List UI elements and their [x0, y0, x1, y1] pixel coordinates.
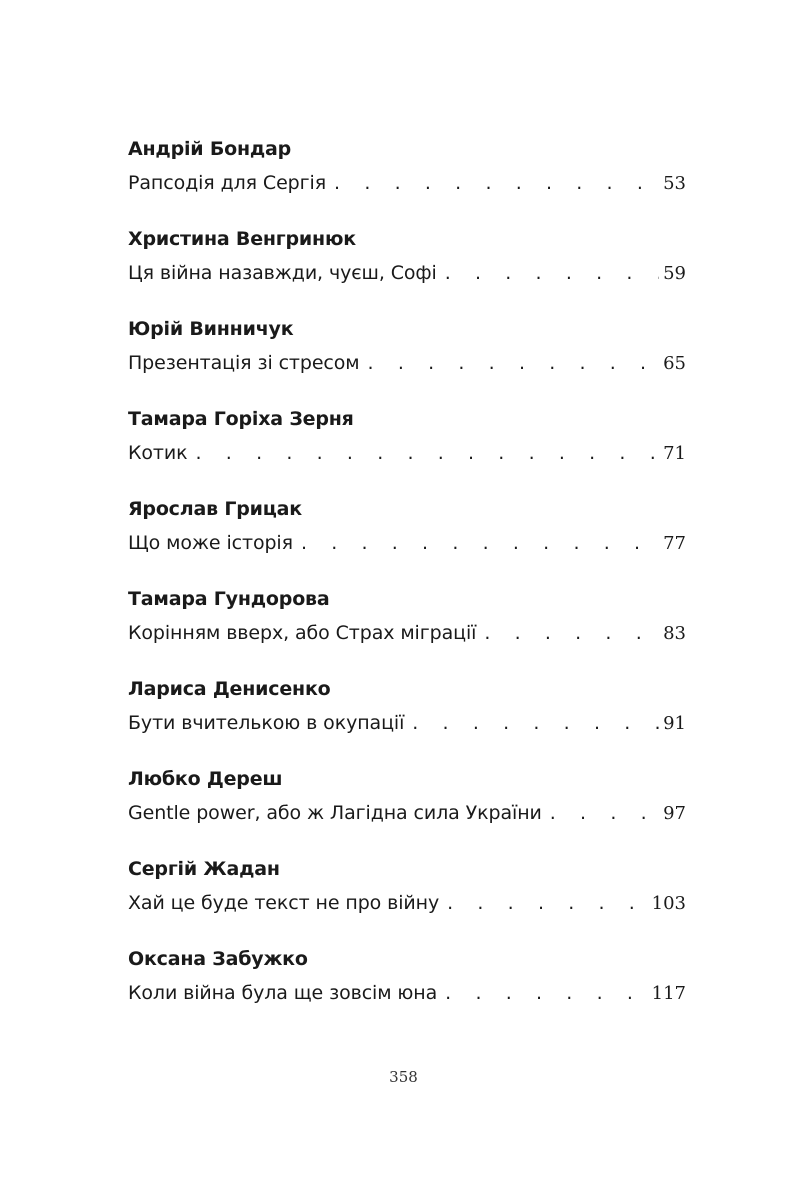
toc-entry: [128, 496, 686, 586]
entry-line[interactable]: [128, 529, 686, 557]
toc-entry: [128, 406, 686, 496]
entry-page-number: 97: [663, 803, 686, 824]
entry-title: Ця війна назавжди, чуєш, Софі: [128, 262, 437, 284]
entry-page-number: 65: [663, 353, 686, 374]
dot-leader: [334, 169, 659, 197]
entry-page-number: 83: [663, 623, 686, 644]
entry-author: Тамара Горіха Зерня: [128, 408, 354, 430]
entry-line[interactable]: [128, 979, 686, 1007]
table-of-contents: [128, 136, 686, 1036]
entry-line[interactable]: [128, 619, 686, 647]
entry-page-number: 59: [663, 263, 686, 284]
toc-entry: [128, 766, 686, 856]
dot-leader: [447, 889, 648, 917]
toc-entry: [128, 946, 686, 1036]
entry-line[interactable]: [128, 439, 686, 467]
entry-author: Андрій Бондар: [128, 138, 292, 160]
entry-title: Коли війна була ще зовсім юна: [128, 982, 438, 1004]
entry-page-number: 103: [651, 893, 686, 914]
dot-leader: [412, 709, 659, 737]
entry-line[interactable]: [128, 709, 686, 737]
entry-title: Хай це буде текст не про війну: [128, 892, 440, 914]
entry-title: Gentle power, або ж Лагідна сила України: [128, 802, 542, 824]
entry-author: Сергій Жадан: [128, 858, 280, 880]
dot-leader: [445, 979, 647, 1007]
dot-leader: [301, 529, 659, 557]
entry-page-number: 117: [651, 983, 686, 1004]
entry-title: Корінням вверх, або Страх міграції: [128, 622, 477, 644]
entry-page-number: 77: [663, 533, 686, 554]
entry-page-number: 53: [663, 173, 686, 194]
entry-page-number: 91: [663, 713, 686, 734]
entry-author: Юрій Винничук: [128, 318, 294, 340]
entry-line[interactable]: [128, 889, 686, 917]
dot-leader: [368, 349, 660, 377]
entry-author: Лариса Денисенко: [128, 678, 331, 700]
toc-entry: [128, 856, 686, 946]
entry-title: Рапсодія для Сергія: [128, 172, 327, 194]
dot-leader: [445, 259, 659, 287]
entry-line[interactable]: [128, 349, 686, 377]
entry-author: Любко Дереш: [128, 768, 283, 790]
dot-leader: [484, 619, 659, 647]
toc-entry: [128, 316, 686, 406]
entry-title: Що може історія: [128, 532, 293, 554]
entry-title: Презентація зі стресом: [128, 352, 360, 374]
page-number-folio: 358: [389, 1068, 418, 1086]
entry-author: Тамара Гундорова: [128, 588, 330, 610]
dot-leader: [196, 439, 660, 467]
toc-entry: [128, 136, 686, 226]
toc-entry: [128, 586, 686, 676]
entry-line[interactable]: [128, 799, 686, 827]
entry-title: Котик: [128, 442, 188, 464]
entry-author: Ярослав Грицак: [128, 498, 302, 520]
dot-leader: [550, 799, 659, 827]
entry-line[interactable]: [128, 259, 686, 287]
entry-page-number: 71: [663, 443, 686, 464]
toc-entry: [128, 226, 686, 316]
toc-entry: [128, 676, 686, 766]
entry-author: Христина Венгринюк: [128, 228, 356, 250]
entry-author: Оксана Забужко: [128, 948, 308, 970]
entry-line[interactable]: [128, 169, 686, 197]
entry-title: Бути вчителькою в окупації: [128, 712, 405, 734]
